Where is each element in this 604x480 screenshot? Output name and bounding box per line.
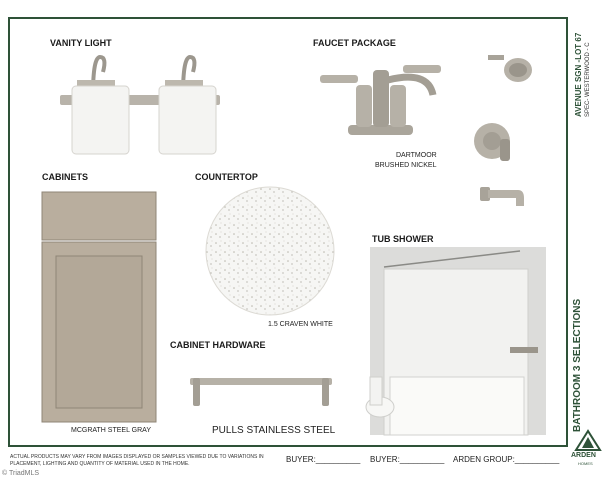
vanity-light-image — [55, 52, 225, 162]
sheet-title: BATHROOM 3 SELECTIONS — [572, 298, 583, 432]
brand-sub: HOMES — [578, 461, 593, 466]
brand-name: ARDEN — [571, 452, 596, 459]
cabinet-door-image — [42, 192, 157, 424]
cabinet-pull-image — [190, 374, 335, 410]
countertop-label: COUNTERTOP — [195, 172, 258, 182]
tub-shower-image — [370, 247, 546, 435]
disclaimer-text: ACTUAL PRODUCTS MAY VARY FROM IMAGES DISPLAYED OR SAMPLES VIEWED DUE TO VARIATIONS IN PLACEMENT, LIGHTING AND QUANTITY OF MATERIAL USED IN THE HOME. — [10, 454, 264, 467]
lavatory-faucet-image — [318, 55, 448, 145]
buyer-signature-line-1: BUYER:__________ — [286, 455, 361, 464]
arden-group-signature-line: ARDEN GROUP:__________ — [453, 455, 560, 464]
cabinet-finish: MCGRATH STEEL GRAY — [71, 427, 151, 434]
countertop-sample-image — [205, 186, 335, 316]
sidebar — [570, 17, 598, 447]
countertop-finish: 1.5 CRAVEN WHITE — [268, 321, 333, 328]
faucet-package-label: FAUCET PACKAGE — [313, 38, 396, 48]
shower-valve-image — [472, 117, 517, 167]
shower-head-image — [486, 50, 536, 90]
tub-shower-label: TUB SHOWER — [372, 234, 434, 244]
faucet-finish: BRUSHED NICKEL — [375, 162, 437, 169]
cabinet-hardware-label: CABINET HARDWARE — [170, 340, 266, 350]
mls-watermark: © TriadMLS — [2, 470, 40, 477]
spec-label: SPEC- WESTERWOOD - C — [585, 42, 591, 117]
buyer-signature-line-2: BUYER:__________ — [370, 455, 445, 464]
arden-logo-icon — [573, 430, 603, 452]
lot-address: AVENUE SGN -LOT 67 — [574, 32, 583, 117]
hardware-finish: PULLS STAINLESS STEEL — [212, 425, 336, 436]
faucet-model: DARTMOOR — [396, 152, 437, 159]
tub-spout-image — [478, 182, 533, 217]
vanity-light-label: VANITY LIGHT — [50, 38, 112, 48]
cabinets-label: CABINETS — [42, 172, 89, 182]
